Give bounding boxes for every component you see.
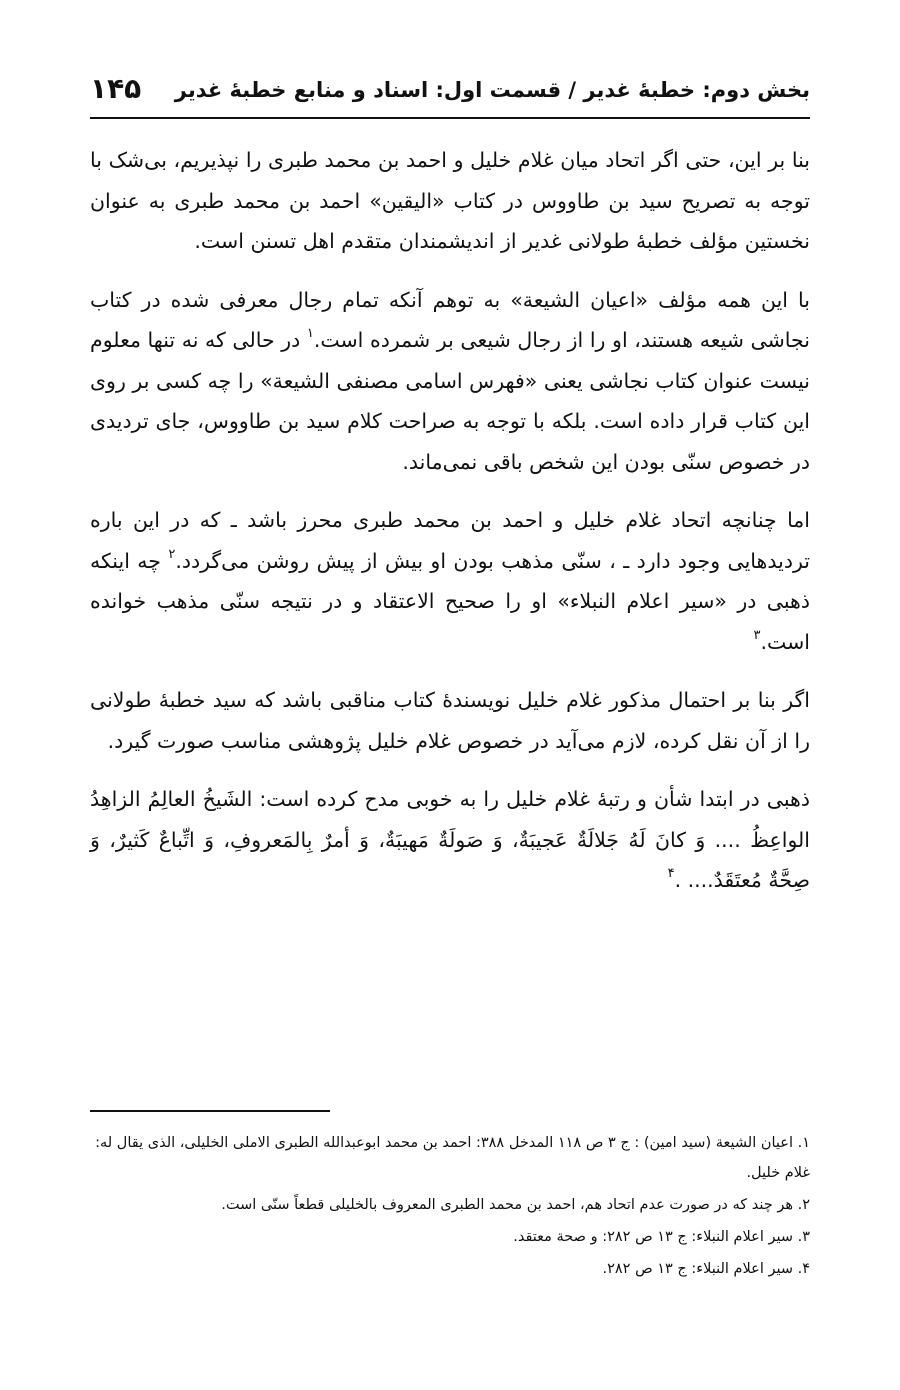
footnote-ref: ۳ [753, 627, 761, 643]
header-rule [90, 117, 810, 119]
footnote-1: ۱. اعیان الشیعة (سید امین) : ج ۳ ص ۱۱۸ المدخل ۳۸۸: احمد بن محمد ابوعبدالله الطبری الاملی الخلیلی، الذی یقال له: غلام خلیل. [95, 1135, 810, 1181]
body-text [90, 140, 810, 919]
page-number: ۱۴۵ [90, 72, 142, 105]
paragraph-text-continued: در حالی که نه تنها معلوم نیست عنوان کتاب نجاشی یعنی «فهرس اسامی مصنفی الشیعة» را چه کسی بر روی این کتاب قرار داده است. بلکه با توجه به صراحت کلام سید بن طاووس، جای تردیدی در خصوص سنّی بودن این شخص باقی نمی‌ماند. [90, 328, 810, 474]
footnote-4: ۴. سیر اعلام النبلاء: ج ۱۳ ص ۲۸۲. [602, 1261, 810, 1277]
footnotes [90, 1128, 810, 1286]
paragraph-text-continued: چه اینکه ذهبی در «سیر اعلام النبلاء» او را صحیح الاعتقاد و در نتیجه سنّی مذهب خوانده است. [90, 548, 810, 654]
footnote-ref: ۴ [667, 866, 675, 882]
paragraph-3 [90, 500, 810, 662]
paragraph-2 [90, 280, 810, 483]
paragraph-text: با این همه مؤلف «اعیان الشیعة» به توهم آنکه تمام رجال معرفی شده در کتاب نجاشی شیعه هستند، او را از رجال شیعی بر شمرده است. [90, 287, 810, 352]
page-header [90, 70, 810, 114]
paragraph-text: بنا بر این، حتی اگر اتحاد میان غلام خلیل و احمد بن محمد طبری را نپذیریم، بی‌شک با توجه به تصریح سید بن طاووس در کتاب «الیقین» احمد بن محمد طبری به عنوان نخستین مؤلف خطبۀ طولانی غدیر از اندیشمندان متقدم اهل تسنن است. [90, 148, 810, 253]
paragraph-1 [90, 140, 810, 262]
running-head: بخش دوم: خطبۀ غدیر / قسمت اول: اسناد و منابع خطبۀ غدیر [174, 78, 810, 102]
footnote-ref: ۲ [168, 546, 176, 562]
paragraph-text: اما چنانچه اتحاد غلام خلیل و احمد بن محمد طبری محرز باشد ـ که در این باره تردیدهایی وجود دارد ـ ، سنّی مذهب بودن او بیش از پیش روشن می‌گردد. [90, 508, 810, 573]
book-page [90, 0, 810, 1390]
footnote-3: ۳. سیر اعلام النبلاء: ج ۱۳ ص ۲۸۲: و صحة معتقد. [513, 1229, 810, 1245]
paragraph-5 [90, 779, 810, 901]
footnote-rule [90, 1110, 330, 1112]
paragraph-text: ذهبی در ابتدا شأن و رتبۀ غلام خلیل را به خوبی مدح کرده است: الشَیخُ العالِمُ الزاهِدُ الواعِظُ .... وَ کانَ لَهُ جَلالَةٌ عَجیبَةٌ، وَ صَولَةٌ مَهیبَةٌ، وَ أمرٌ بِالمَعروفِ، وَ اتِّباعٌ کَثیرٌ، وَ صِحَّةٌ مُعتَقَدٌ.... . [90, 787, 810, 892]
paragraph-text: اگر بنا بر احتمال مذکور غلام خلیل نویسندۀ کتاب مناقبی باشد که سید خطبۀ طولانی را از آن نقل کرده، لازم می‌آید در خصوص غلام خلیل پژوهشی مناسب صورت گیرد. [90, 688, 810, 753]
footnote-ref: ۱ [306, 326, 314, 342]
footnote-2: ۲. هر چند که در صورت عدم اتحاد هم، احمد بن محمد الطبری المعروف بالخلیلی قطعاً سنّی است. [221, 1197, 810, 1213]
paragraph-4 [90, 680, 810, 761]
